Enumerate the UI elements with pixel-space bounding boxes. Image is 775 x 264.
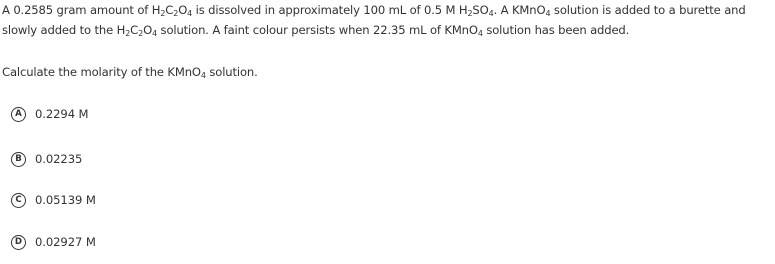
option-b-value: 0.02235 [35,152,83,166]
question-line-2 [2,20,772,40]
text-segment: . A KMnO [493,3,546,17]
text-segment: solution has been added. [482,23,630,37]
text-segment: C [130,23,139,37]
text-segment: A 0.2585 gram amount of H [2,3,161,17]
option-d[interactable] [11,232,96,252]
option-a-value: 0.2294 M [35,107,89,121]
subscript: 2 [125,29,131,38]
option-a[interactable] [11,104,88,124]
text-segment: O [143,23,153,37]
text-segment: O [178,3,188,17]
subscript: 2 [173,9,179,18]
option-b[interactable] [11,149,82,169]
text-segment: solution is added to a burette and [550,3,746,17]
option-a-letter-badge: A [11,107,26,122]
text-segment: is dissolved in approximately 100 mL of 0.5 M H [192,3,468,17]
subscript: 4 [488,9,494,18]
question-line-1 [2,0,772,20]
subscript: 2 [160,9,166,18]
question-text [2,0,772,40]
option-d-value: 0.02927 M [35,235,96,249]
subscript: 2 [138,29,144,38]
subscript: 2 [467,9,473,18]
question-prompt [2,62,258,82]
text-segment: slowly added to the H [2,23,126,37]
option-c-value: 0.05139 M [35,193,96,207]
option-d-letter-badge: D [11,235,26,250]
text-segment: solution. [205,65,258,79]
subscript: 4 [200,71,206,80]
text-segment: Calculate the molarity of the KMnO [2,65,201,79]
subscript: 4 [545,9,551,18]
option-c-letter-badge: C [11,193,26,208]
text-segment: SO [472,3,489,17]
option-c[interactable] [11,190,96,210]
option-b-letter-badge: B [11,152,26,167]
subscript: 4 [152,29,158,38]
text-segment: C [165,3,174,17]
subscript: 4 [477,29,483,38]
subscript: 4 [187,9,193,18]
text-segment: solution. A faint colour persists when 22.35 mL of KMnO [157,23,478,37]
